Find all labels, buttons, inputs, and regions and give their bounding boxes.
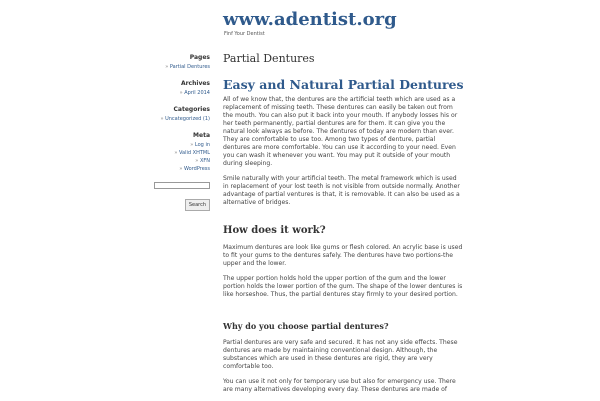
main-content [223, 52, 463, 401]
search-button[interactable]: Search [185, 199, 210, 211]
site-tagline: Finf Your Dentist [224, 31, 265, 37]
archives-item-april-2014[interactable]: » April 2014 [179, 90, 210, 96]
archives-widget [140, 80, 210, 97]
how-paragraph-1: Maximum dentures are look like gums or flesh colored. An acrylic base is used to fit your gums to the dentures safely. The dentures have two portions-the upper and the lower. [223, 244, 463, 267]
meta-widget [140, 132, 210, 173]
archives-heading: Archives [180, 80, 210, 87]
why-paragraph-1: Partial dentures are very safe and secured. It has not any side effects. These dentures are made by maintaining conventional design. Although, the substances which are used in these dentures are rigid, they are very comfortable too. [223, 339, 458, 370]
intro-paragraph-1: All of we know that, the dentures are the artificial teeth which are used as a replacement of missing teeth. These dentures can easily be taken out from the mouth. You can also put it back into your mouth. If anybody losses his or her teeth permanently, partial dentures are for them. It can give you the natural look always as before. The dentures of today are modern than ever. They are comfortable to use too. Among two types of denture, partial dentures are more comfortable. You can use it according to your need. Even you can wash it whenever you want. You may put it outside of your mouth during sleeping. [223, 96, 458, 167]
site-title-link[interactable]: www.adentist.org [223, 9, 397, 30]
pages-heading: Pages [189, 54, 210, 61]
meta-item-log-in[interactable]: » Log in [190, 142, 210, 148]
intro-paragraph-2: Smile naturally with your artificial teeth. The metal framework which is used in replacement of your lost teeth is not visible from outside normally. Another advantage of partial ventures is that, it is removable. It can also be used as a alternative of bridges. [223, 175, 460, 206]
how-it-works-heading: How does it work? [223, 225, 326, 236]
categories-item-uncategorized[interactable]: » Uncategorized (1) [160, 116, 210, 122]
bullet-icon: » [160, 116, 166, 122]
bullet-icon: » [190, 142, 195, 148]
main-heading: Easy and Natural Partial Dentures [223, 77, 464, 92]
search-input[interactable] [154, 182, 210, 189]
bullet-icon: » [174, 150, 180, 156]
bullet-icon: » [179, 90, 185, 96]
categories-widget [140, 106, 210, 123]
meta-item-wordpress[interactable]: » WordPress [179, 166, 210, 172]
why-choose-heading: Why do you choose partial dentures? [223, 321, 389, 331]
bullet-icon: » [165, 64, 170, 70]
sidebar [140, 54, 210, 211]
meta-heading: Meta [193, 132, 210, 139]
meta-item-xfn[interactable]: » XFN [195, 158, 210, 164]
search-form [140, 182, 210, 211]
pages-widget [140, 54, 210, 71]
bullet-icon: » [179, 166, 184, 172]
page-title: Partial Dentures [223, 52, 315, 65]
categories-heading: Categories [173, 106, 210, 113]
pages-item-partial-dentures[interactable]: » Partial Dentures [165, 64, 210, 70]
why-paragraph-2: You can use it not only for temporary use but also for emergency use. There are many alternatives developing every day. These dentures are made of [223, 378, 456, 393]
bullet-icon: » [195, 158, 200, 164]
how-paragraph-2: The upper portion holds hold the upper portion of the gum and the lower portion holds the lower portion of the gum. The shape of the lower dentures is like horseshoe. Thus, the partial dentures stay firmly to your desired portion. [223, 275, 463, 298]
meta-item-valid-xhtml[interactable]: » Valid XHTML [174, 150, 210, 156]
